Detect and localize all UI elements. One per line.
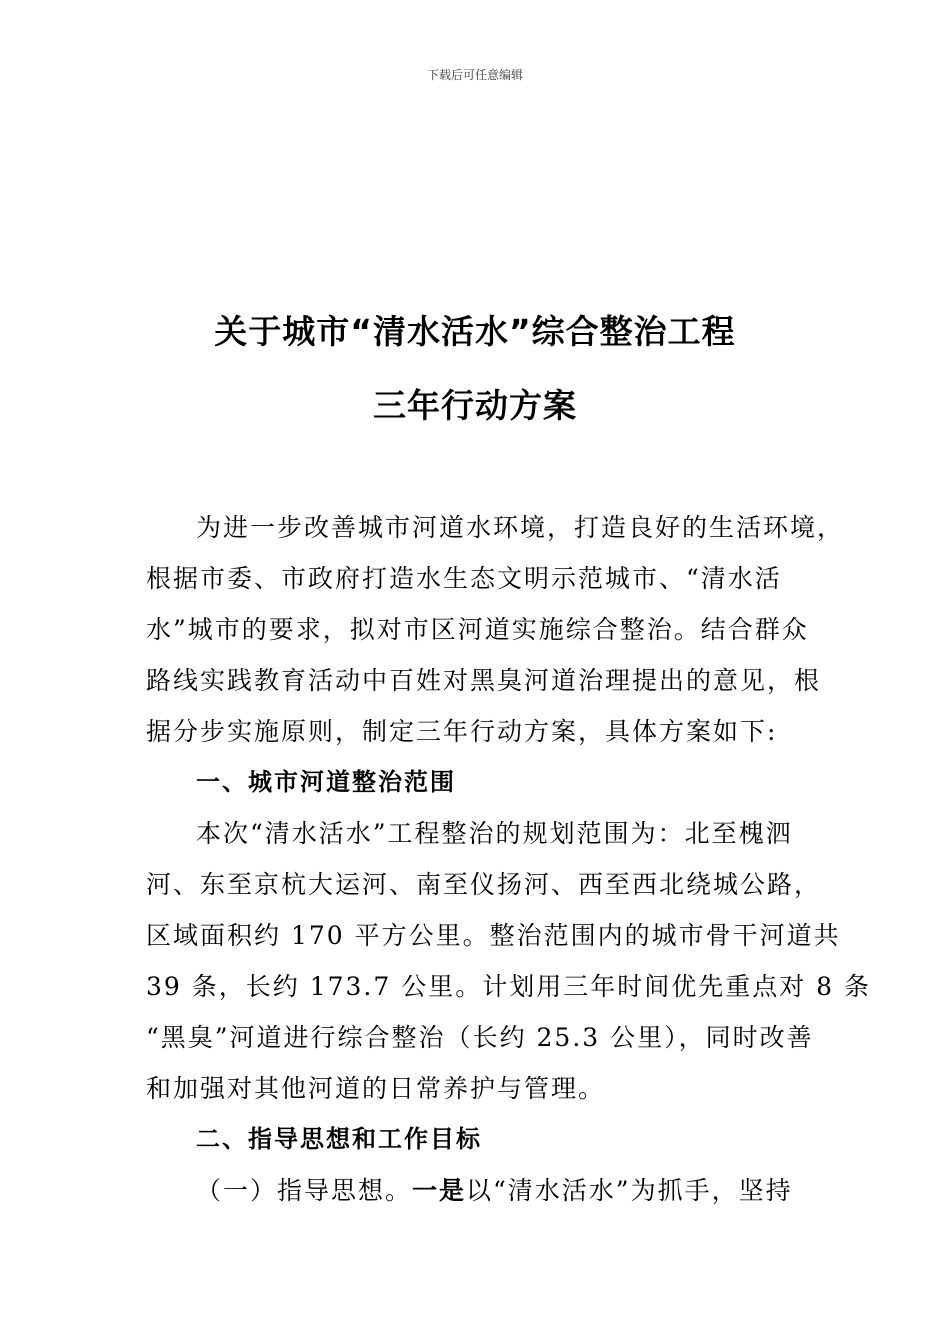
section-2-subheading: （一）指导思想。: [196, 1176, 413, 1205]
header-note: 下载后可任意编辑: [426, 68, 523, 82]
section-2: [146, 1114, 816, 1216]
section-1-line: 区域面积约 170 平方公里。整治范围内的城市骨干河道共: [146, 921, 841, 950]
intro-line: 水”城市的要求，拟对市区河道实施综合整治。结合群众: [146, 615, 809, 644]
section-2-first-line: [146, 1165, 816, 1216]
section-2-emphasis: 一是: [412, 1176, 467, 1205]
document-title-line-2: 三年行动方案: [373, 386, 577, 425]
intro-line: 根据市委、市政府打造水生态文明示范城市、“清水活: [146, 564, 782, 593]
section-1-line: 和加强对其他河道的日常养护与管理。: [146, 1074, 606, 1103]
section-1-line: 河、东至京杭大运河、南至仪扬河、西至西北绕城公路，: [146, 870, 822, 899]
section-2-heading: 二、指导思想和工作目标: [196, 1125, 482, 1153]
section-1-heading: 一、城市河道整治范围: [196, 768, 456, 796]
section-2-text: 以“清水活水”为抓手，坚持: [466, 1176, 793, 1205]
document-title-line-1: 关于城市“清水活水”综合整治工程: [214, 312, 736, 351]
intro-line: 路线实践教育活动中百姓对黑臭河道治理提出的意见，根: [146, 666, 822, 695]
section-1: [146, 757, 872, 1114]
intro-line: 据分步实施原则，制定三年行动方案，具体方案如下:: [146, 717, 778, 746]
intro-line: 为进一步改善城市河道水环境，打造良好的生活环境，: [196, 513, 845, 542]
section-1-line: 39 条，长约 173.7 公里。计划用三年时间优先重点对 8 条: [146, 972, 872, 1001]
section-1-line: “黑臭”河道进行综合整治（长约 25.3 公里），同时改善: [146, 1023, 814, 1052]
intro-paragraph: [146, 502, 845, 757]
section-1-line: 本次“清水活水”工程整治的规划范围为：北至槐泗: [196, 819, 793, 848]
